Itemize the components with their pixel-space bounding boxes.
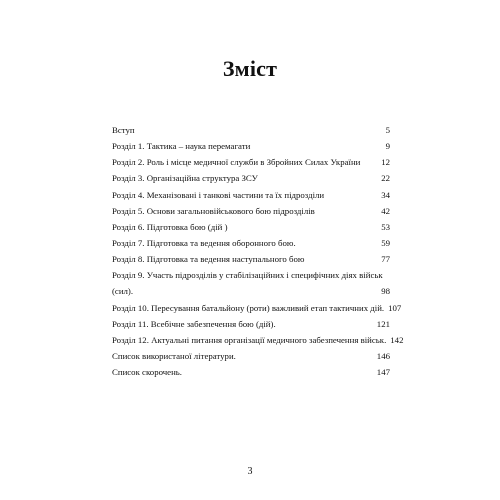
toc-entry-chapter-3: [112, 170, 390, 186]
table-of-contents: [112, 122, 404, 380]
toc-entry-label: Розділ 9. Участь підрозділів у стабілізаційних і специфічних діях військ: [112, 270, 383, 281]
toc-entry-chapter-6: [112, 219, 390, 235]
page-title: Зміст: [222, 56, 278, 81]
toc-entry-chapter-1: [112, 138, 390, 154]
toc-entry-page: 22: [381, 173, 390, 184]
toc-entry-label: Розділ 3. Організаційна структура ЗСУ: [112, 173, 258, 184]
toc-entry-label: Розділ 12. Актуальні питання організації медичного забезпечення військ.: [112, 334, 387, 345]
toc-entry-label: Розділ 1. Тактика – наука перемагати: [112, 141, 251, 152]
toc-entry-label: Розділ 5. Основи загальновійськового бою підрозділів: [112, 205, 315, 216]
toc-entry-label: Розділ 10. Пересування батальйону (роти) важливий етап тактичних дій.: [112, 302, 385, 313]
toc-entry-page: 9: [385, 141, 390, 152]
toc-entry-page: 147: [376, 367, 390, 378]
toc-entry-page: 146: [376, 350, 390, 361]
toc-entry-chapter-12: [112, 332, 404, 348]
toc-entry-label: Розділ 4. Механізовані і танкові частини та їх підрозділи: [112, 189, 325, 200]
toc-entry-chapter-8: [112, 251, 390, 267]
toc-entry-chapter-2: [112, 154, 390, 170]
toc-entry-chapter-9: [112, 267, 390, 283]
toc-entry-page: 34: [381, 189, 390, 200]
toc-entry-page: 53: [381, 221, 390, 232]
toc-entry-label: Розділ 11. Всебічне забезпечення бою (дій).: [112, 318, 276, 329]
toc-entry-chapter-7: [112, 235, 390, 251]
toc-entry-label: Розділ 8. Підготовка та ведення наступального бою: [112, 254, 305, 265]
toc-entry-label: Розділ 7. Підготовка та ведення оборонного бою.: [112, 237, 296, 248]
toc-entry-abbreviations: [112, 364, 390, 380]
toc-entry-page: 98: [381, 286, 390, 297]
toc-entry-page: 5: [385, 125, 390, 135]
toc-entry-label: Вступ: [112, 125, 135, 135]
toc-entry-label: (сил).: [112, 286, 134, 297]
toc-entry-label: Розділ 2. Роль і місце медичної служби в Збройних Силах України: [112, 157, 361, 168]
toc-entry-page: 59: [381, 237, 390, 248]
toc-entry-page: 77: [381, 254, 390, 265]
toc-entry-references: [112, 348, 390, 364]
toc-entry-chapter-5: [112, 203, 390, 219]
toc-entry-chapter-11: [112, 316, 390, 332]
toc-entry-chapter-4: [112, 187, 390, 203]
toc-entry-page: 107: [388, 302, 402, 313]
toc-entry-page: 42: [381, 205, 390, 216]
toc-entry-label: Розділ 6. Підготовка бою (дій ): [112, 221, 228, 232]
toc-entry-label: Список використаної літератури.: [112, 350, 236, 361]
toc-entry-intro: [112, 122, 390, 138]
toc-entry-page: 12: [381, 157, 390, 168]
toc-entry-chapter-10: [112, 300, 402, 316]
page-number: 3: [247, 466, 253, 477]
toc-entry-chapter-9-continued: [112, 283, 390, 299]
toc-entry-page: 142: [390, 334, 404, 345]
toc-entry-page: 121: [376, 318, 390, 329]
toc-entry-label: Список скорочень.: [112, 367, 183, 378]
